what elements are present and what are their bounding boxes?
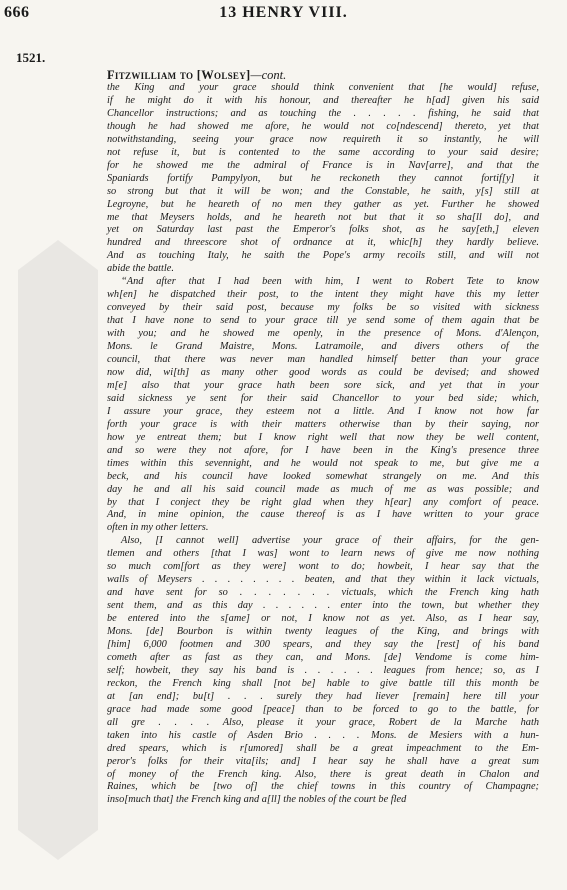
text-line: walls of Meysers . . . . . . . . beaten, and that they within it lack victuals,: [107, 574, 539, 586]
text-line: day he and all his said council made as much of me as was possible; and: [107, 483, 539, 495]
text-line: hundred and threescore shot of ordnance at it, whic[h] they hardly believe.: [107, 237, 539, 249]
watermark-stamp: [18, 240, 98, 860]
paragraph: [107, 276, 539, 535]
letter-from: Fitzwilliam: [107, 68, 177, 82]
letter-to-prefix: to [: [176, 68, 202, 82]
text-line: inso[much that] the French king and a[ll] the nobles of the court be fled: [107, 794, 407, 806]
text-line: at [an end]; bu[t] . . . surely they had liever [remain] here till your: [107, 690, 539, 702]
text-line: the King and your grace should think convenient that [he would] refuse,: [107, 82, 539, 93]
text-line: [him] 6,000 footmen and 300 spears, and they say the [rest] of his band: [107, 638, 539, 650]
paragraph: [107, 82, 539, 276]
text-line: And, in mine opinion, the cause thereof is as I have written to your grace: [107, 509, 539, 521]
text-line: notwithstanding, seeing your grace now requireth it so instantly, he will: [107, 133, 539, 145]
text-line: Mons. le Grand Maistre, Mons. Latramoile, and divers others of the: [107, 341, 539, 353]
text-line: Mons. [de] Bourbon is within twenty leagues of the King, and brings with: [107, 626, 539, 638]
text-line: all gre . . . . Also, please it your grace, Robert de la Marche hath: [107, 716, 539, 728]
text-line: and have sent for so . . . . . . . victuals, which the French king hath: [107, 587, 539, 599]
text-line: dred spears, which is r[umored] shall be a great impeachment to the Em-: [107, 742, 539, 754]
text-line: reckon, the French king shall [not be] hable to give battle till this month be: [107, 677, 539, 689]
letter-to-suffix: ]: [246, 68, 251, 82]
margin-year: 1521.: [16, 50, 46, 65]
letter-body: [107, 82, 539, 807]
text-line: if he might do it with his honour, and thereafter he h[ad] given his said: [107, 94, 539, 106]
text-line: “And after that I had been with him, I went to Robert Tete to know: [121, 276, 539, 288]
text-line: for he showed me the admiral of France is in Nav[arre], and that the: [107, 159, 539, 171]
text-line: now did, wi[th] as many other good words as could be devised; and showed: [107, 366, 539, 378]
text-line: yet on Saturday last past the Emperor's folks shot, as he say[eth,] eleven: [107, 224, 539, 236]
paragraph: [107, 535, 539, 807]
text-line: peror's folks for their vita[ils; and] I hear say he shall have a great sum: [107, 755, 539, 767]
running-title: 13 HENRY VIII.: [219, 4, 348, 21]
text-line: wh[en] he dispatched their post, to the intent they might have this my letter: [107, 289, 539, 301]
text-line: abide the battle.: [107, 263, 174, 275]
text-line: cometh after as fast as they can, and Mons. [de] Vendome is come him-: [107, 651, 539, 663]
text-line: how ye entreat them; but I know right well that now they be well content,: [107, 431, 539, 443]
text-line: Raines, which be [two of] the chief towns in this country of Champagne;: [107, 781, 539, 793]
text-line: though he had showed me afore, he would not co[ndescend] thereto, yet that: [107, 120, 539, 132]
text-line: and so were they not afore, for I have been in the King's presence three: [107, 444, 539, 456]
text-line: taken into his castle of Asden Brio . . . . Mons. de Mesiers with a hun-: [107, 729, 539, 741]
text-line: sent them, and as this day . . . . . . enter into the town, but whether they: [107, 600, 539, 612]
text-line: Chancellor instructions; and as touching the . . . . . fishing, he said that: [107, 107, 539, 119]
letter-to: Wolsey: [201, 68, 247, 82]
text-line: m[e] also that your grace hath been sore sick, and yet that in your: [107, 379, 539, 391]
text-line: tlemen and others [that I was] wont to learn news of give me now nothing: [107, 548, 539, 560]
text-line: with you; and he showed me openly, in the presence of Mons. d'Alençon,: [107, 328, 539, 340]
text-line: often in my other letters.: [107, 522, 209, 534]
text-line: not refuse it, but is contented to the same according to your said desire;: [107, 146, 539, 158]
letter-heading: [107, 68, 286, 83]
text-line: so strong but that it will be won; and the Constable, he saith, y[s] still at: [107, 185, 539, 197]
text-line: Legroyne, but he heareth of no men they gather as yet. Further he showed: [107, 198, 539, 210]
text-line: me that Meysers holds, and he heareth not but that it so sha[ll do], and: [107, 211, 539, 223]
text-line: so much com[fort as they were] wont to do; howbeit, I hear say that the: [107, 561, 539, 573]
text-line: And as touching Italy, he saith the Pope's army recoils still, and will not: [107, 250, 539, 262]
text-line: times within this sevennight, and he would not speak to me, but give me a: [107, 457, 539, 469]
text-line: forth your grace is with their matters otherwise than by their saying, nor: [107, 418, 539, 430]
text-line: I assure your grace, they esteem not a little. And I know not how far: [107, 405, 539, 417]
text-line: self; howbeit, they say his band is . . . . . . leagues from hence; so, as I: [107, 664, 539, 676]
text-line: of money of the French king. Also, there is great death in Chalon and: [107, 768, 539, 780]
text-line: by that I conject they be right glad when they h[ear] any comfort of peace.: [107, 496, 539, 508]
letter-cont: —cont.: [250, 68, 287, 82]
text-line: conveyed by their said post, because my folks be so visited with sickness: [107, 302, 539, 314]
text-line: beck, and his council have looked somewhat strangely on me. And this: [107, 470, 539, 482]
text-line: council, that there was never man handled himself better than your grace: [107, 354, 539, 366]
text-line: said sickness ye sent for their said Chancellor to your bed side; which,: [107, 392, 539, 404]
text-line: Also, [I cannot well] advertise your grace of their affairs, for the gen-: [121, 535, 539, 547]
text-line: that I have none to send to your grace till ye send some of them again that be: [107, 315, 539, 327]
text-line: Spaniards fortify Pampylyon, but he reckoneth they cannot fortif[y] it: [107, 172, 539, 184]
text-line: grace had made some good [peace] than to be forced to go to the battle, for: [107, 703, 539, 715]
page-number: 666: [4, 4, 30, 21]
text-line: be entered into the s[ame] or not, I know not as yet. Also, as I hear say,: [107, 613, 539, 625]
